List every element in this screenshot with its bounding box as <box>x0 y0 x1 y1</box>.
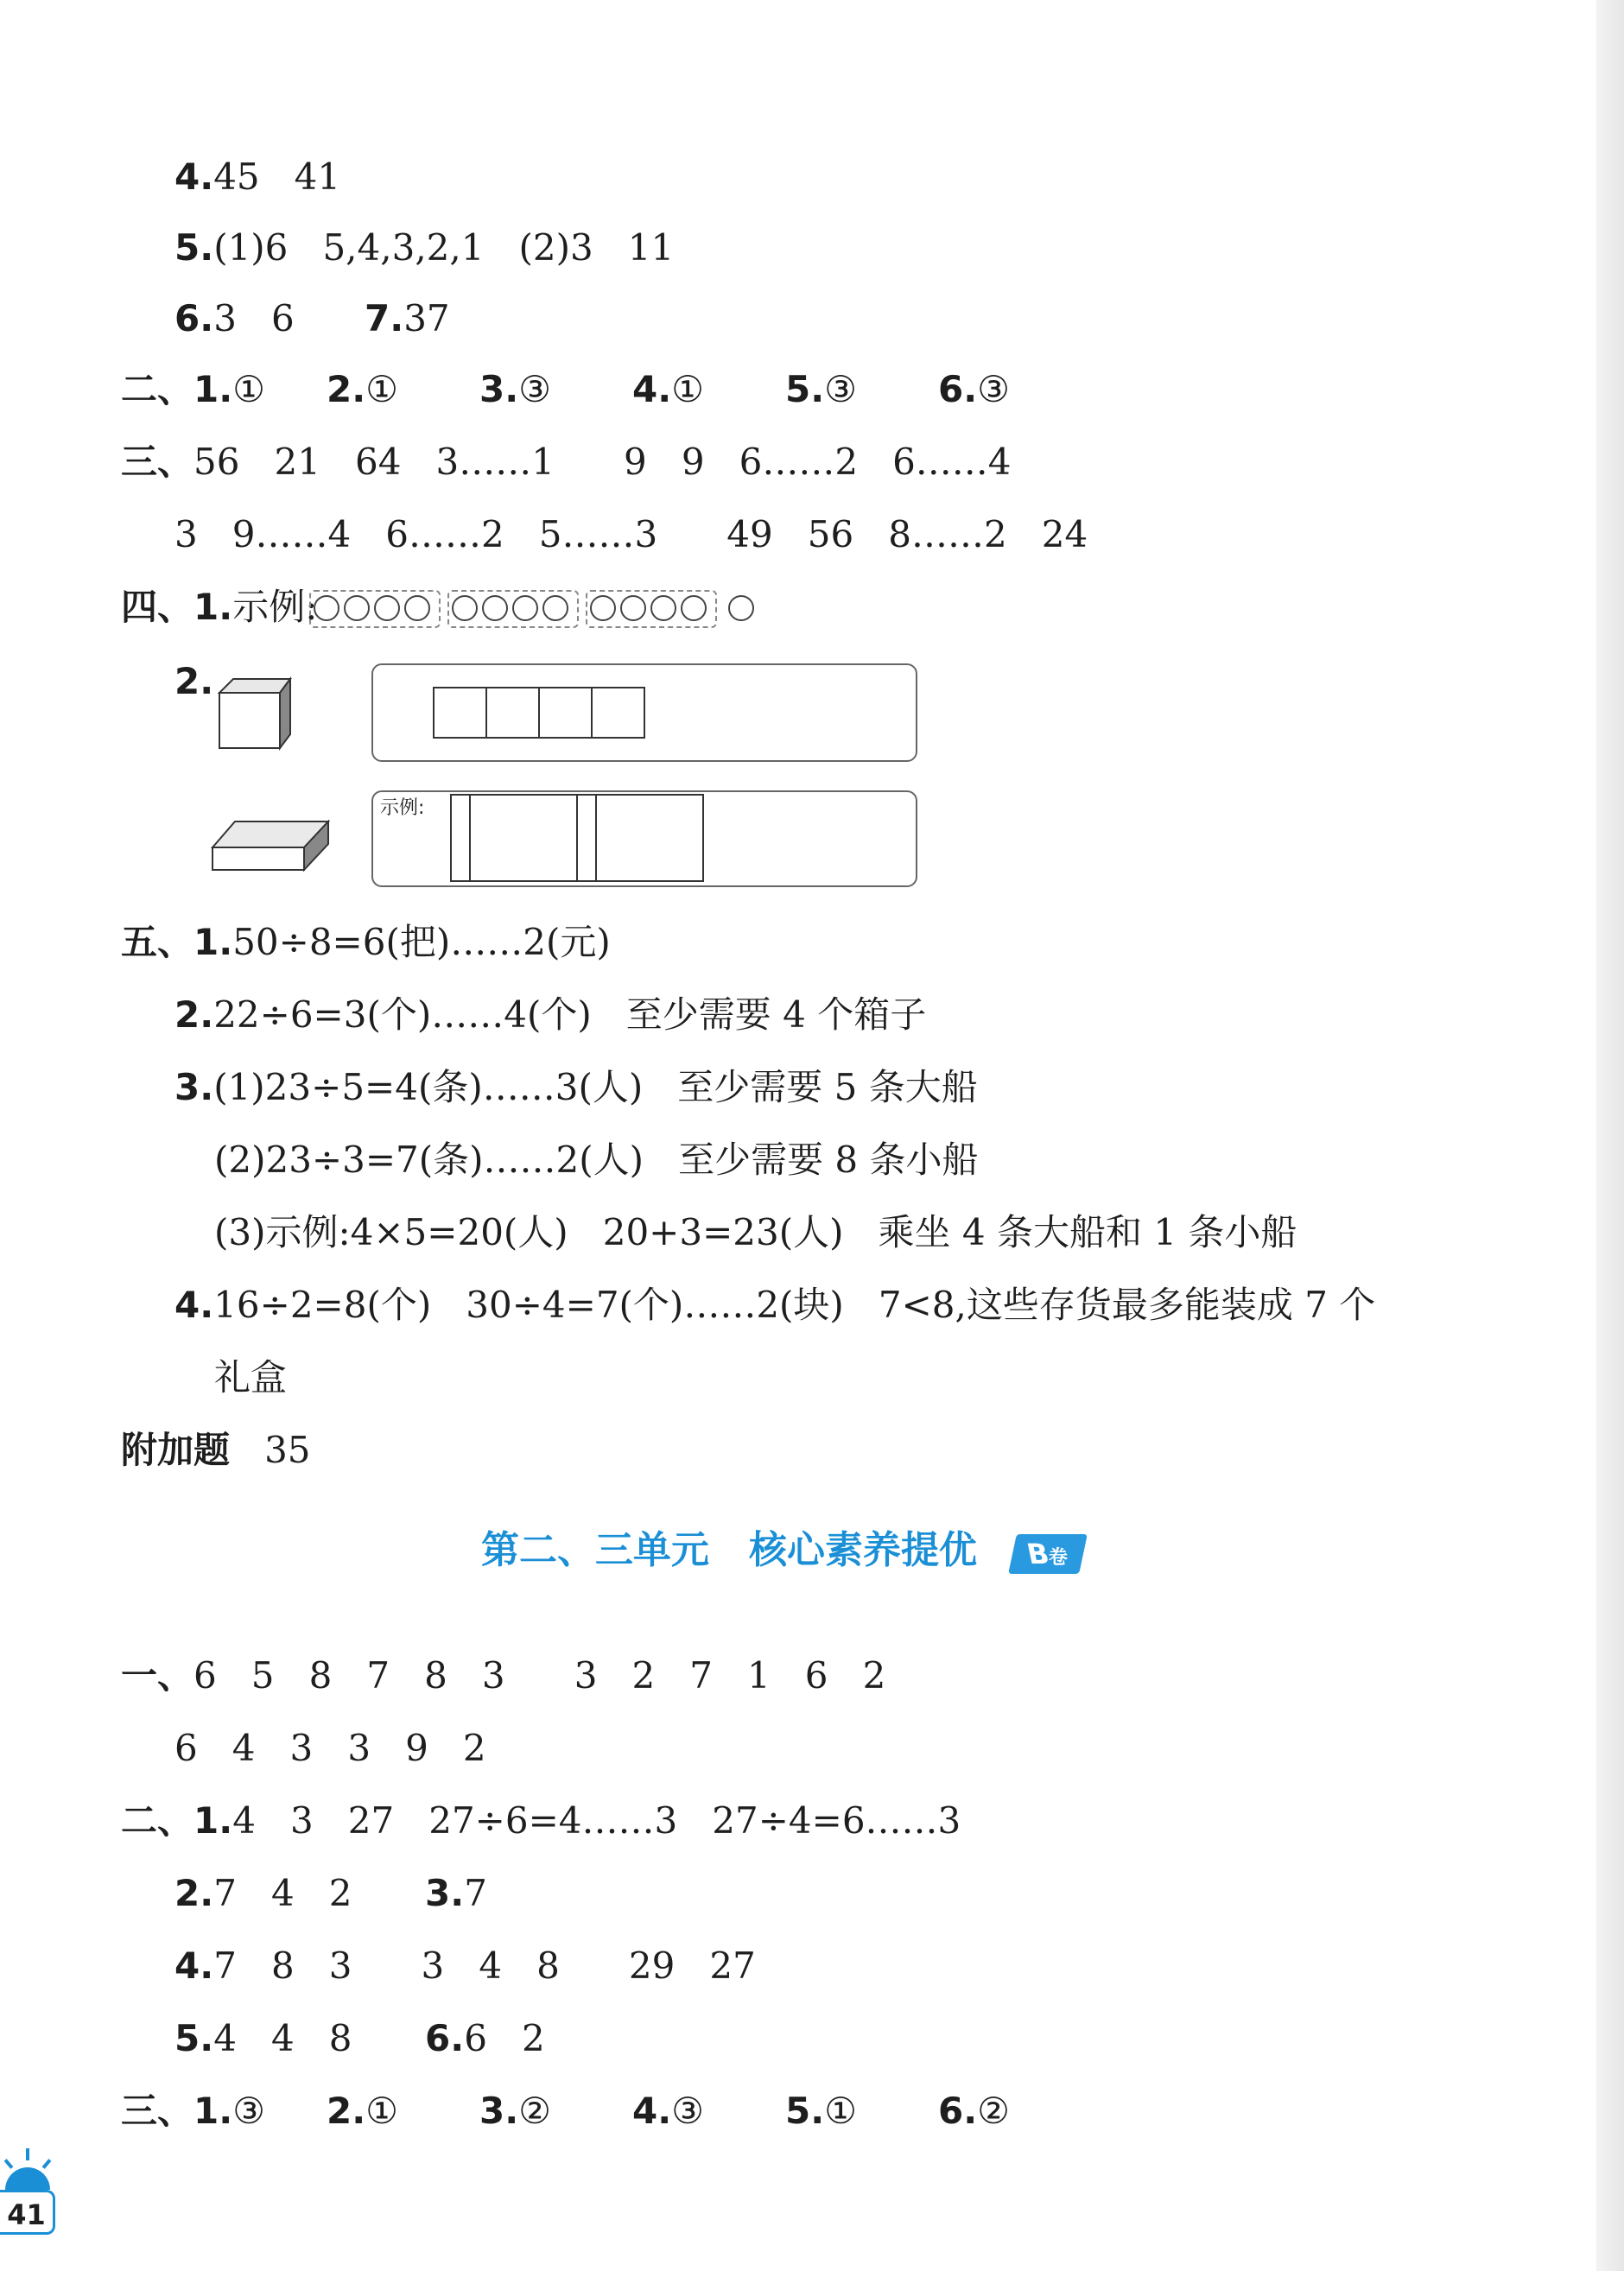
section-5-answer-3-3: (3)示例:4×5=20(人) 20+3=23(人) 乘坐 4 条大船和 1 条小船 <box>214 1211 1297 1253</box>
circle <box>590 595 616 621</box>
circle <box>542 595 568 621</box>
circle <box>482 595 508 621</box>
b-section-3-answer-5: 5.① <box>785 2090 857 2132</box>
section-2-answer-1: 二、1.① <box>121 368 265 410</box>
answer-4: 4.45 41 <box>174 155 341 198</box>
cube-net-drawing <box>432 686 646 739</box>
b-section-3-answer-1: 三、1.③ <box>121 2090 265 2132</box>
answer-6: 6.3 6 <box>174 297 295 339</box>
section-2-answer-3: 3.③ <box>479 368 551 410</box>
circle <box>314 595 339 621</box>
cube-figure <box>216 674 294 752</box>
b-section-1-row-2: 6 4 3 3 9 2 <box>174 1727 486 1769</box>
b-section-2-answer-1: 二、1.4 3 27 27÷6=4……3 27÷4=6……3 <box>121 1799 961 1842</box>
answer-7: 7.37 <box>365 297 450 339</box>
cuboid-figure <box>209 816 332 873</box>
b-section-2-answer-6: 6.6 2 <box>425 2017 545 2059</box>
page-edge-shadow <box>1596 0 1624 2271</box>
section-4-answer-2: 2. <box>174 660 214 702</box>
bonus-answer: 附加题 35 <box>121 1429 311 1471</box>
b-section-2-answer-3: 3.7 <box>425 1872 487 1914</box>
section-5-answer-1: 五、1.50÷8=6(把)……2(元) <box>121 921 611 963</box>
section-2-answer-4: 4.① <box>632 368 704 410</box>
volume-badge: B卷 <box>1008 1534 1088 1574</box>
section-2-answer-6: 6.③ <box>938 368 1010 410</box>
section-3-row-2: 3 9……4 6……2 5……3 49 56 8……2 24 <box>174 513 1088 555</box>
circle <box>452 595 478 621</box>
sun-icon <box>0 2147 60 2192</box>
circle <box>344 595 370 621</box>
answer-5: 5.(1)6 5,4,3,2,1 (2)3 11 <box>174 226 675 269</box>
b-section-3-answer-4: 4.③ <box>632 2090 704 2132</box>
b-section-3-answer-3: 3.② <box>479 2090 551 2132</box>
section-5-answer-4: 4.16÷2=8(个) 30÷4=7(个)……2(块) 7<8,这些存货最多能装成 7 个 <box>174 1284 1376 1326</box>
section-2-answer-5: 5.③ <box>785 368 857 410</box>
section-5-answer-4-cont: 礼盒 <box>214 1356 288 1399</box>
circle <box>620 595 646 621</box>
b-section-1-row-1: 一、6 5 8 7 8 3 3 2 7 1 6 2 <box>121 1654 886 1697</box>
circle <box>650 595 676 621</box>
section-5-answer-2: 2.22÷6=3(个)……4(个) 至少需要 4 个箱子 <box>174 993 927 1036</box>
example-label: 示例: <box>380 797 425 819</box>
section-4-answer-1: 四、1.示例: <box>121 586 318 628</box>
page-number: 41 <box>0 2190 55 2235</box>
unit-title: 第二、三单元 核心素养提优 <box>481 1528 977 1572</box>
b-section-3-answer-2: 2.① <box>327 2090 398 2132</box>
section-3-row-1: 三、56 21 64 3……1 9 9 6……2 6……4 <box>121 441 1012 483</box>
section-2-answer-2: 2.① <box>327 368 398 410</box>
b-section-2-answer-5: 5.4 4 8 <box>174 2017 352 2059</box>
circle <box>512 595 538 621</box>
circle <box>728 595 754 621</box>
circle <box>404 595 430 621</box>
section-5-answer-3-2: (2)23÷3=7(条)……2(人) 至少需要 8 条小船 <box>214 1139 979 1181</box>
section-5-answer-3-1: 3.(1)23÷5=4(条)……3(人) 至少需要 5 条大船 <box>174 1066 978 1108</box>
circle <box>681 595 707 621</box>
circle <box>374 595 400 621</box>
b-section-3-answer-6: 6.② <box>938 2090 1010 2132</box>
cuboid-net-drawing <box>449 793 705 883</box>
b-section-2-answer-2: 2.7 4 2 <box>174 1872 352 1914</box>
b-section-2-answer-4: 4.7 8 3 3 4 8 29 27 <box>174 1944 756 1987</box>
